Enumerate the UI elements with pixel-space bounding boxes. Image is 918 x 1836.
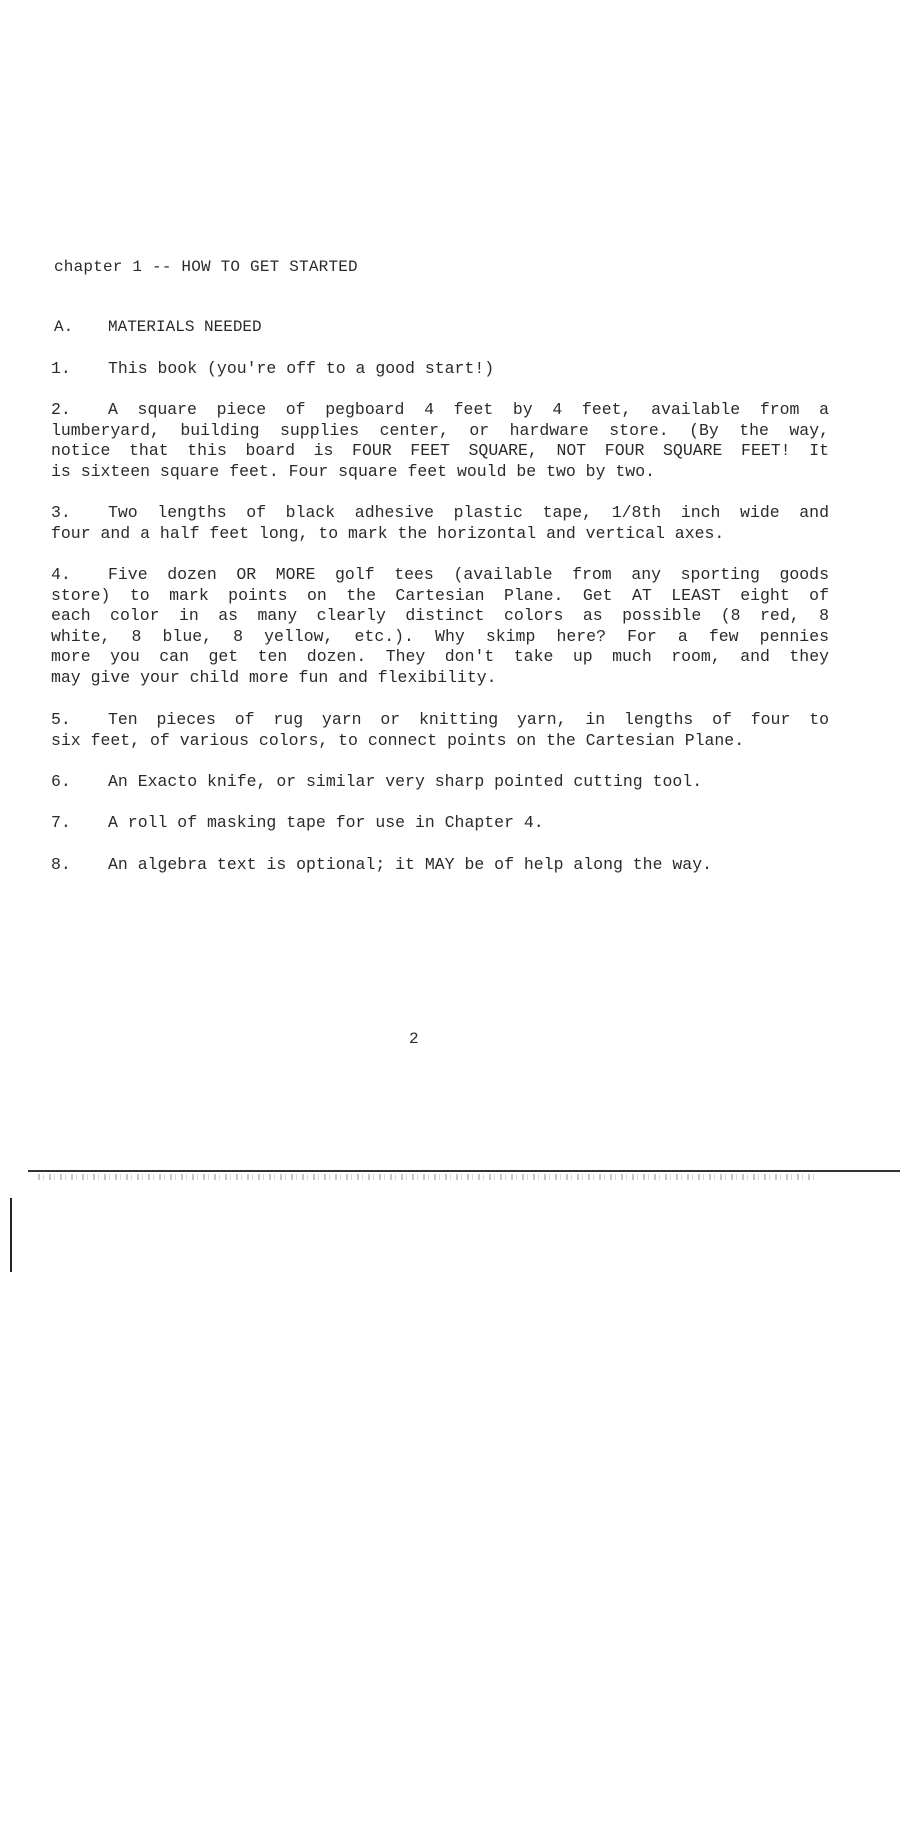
page-number: 2 <box>409 1030 419 1048</box>
list-item-line: four and a half feet long, to mark the horizontal and vertical axes. <box>51 523 725 543</box>
list-item-line: more you can get ten dozen. They don't take up much room, and they <box>51 647 829 666</box>
section-label: MATERIALS NEEDED <box>108 318 262 336</box>
list-item-text: An Exacto knife, or similar very sharp pointed cutting tool. <box>108 772 703 791</box>
list-item-line <box>51 855 829 876</box>
list-item-line: six feet, of various colors, to connect points on the Cartesian Plane. <box>51 730 745 750</box>
list-item-text: An algebra text is optional; it MAY be of help along the way. <box>108 855 712 874</box>
list-item-number: 6. <box>51 772 71 791</box>
list-item-number: 4. <box>51 565 71 584</box>
list-item-text: Ten pieces of rug yarn or knitting yarn, in lengths of four to <box>108 710 829 729</box>
list-item-number: 2. <box>51 400 71 419</box>
list-item-number: 7. <box>51 813 71 832</box>
list-item <box>51 772 829 793</box>
list-item-line: white, 8 blue, 8 yellow, etc.). Why skimp here? For a few pennies <box>51 626 829 646</box>
list-item-line <box>51 772 829 793</box>
list-item <box>51 565 829 688</box>
list-item-line: notice that this board is FOUR FEET SQUARE, NOT FOUR SQUARE FEET! It <box>51 441 829 460</box>
list-item <box>51 813 829 834</box>
list-item-line <box>51 813 829 834</box>
list-item-line <box>51 503 829 524</box>
list-item-text: Five dozen OR MORE golf tees (available from any sporting goods <box>108 565 829 584</box>
list-item-line: each color in as many clearly distinct colors as possible (8 red, 8 <box>51 606 829 625</box>
list-item <box>51 400 829 482</box>
list-item-line: lumberyard, building supplies center, or hardware store. (By the way, <box>51 420 829 440</box>
list-item <box>51 710 829 751</box>
list-item-line <box>51 400 829 421</box>
list-item-number: 1. <box>51 359 71 378</box>
section-heading <box>54 318 262 336</box>
margin-mark <box>10 1198 12 1272</box>
list-item-text: This book (you're off to a good start!) <box>108 359 495 378</box>
list-item-line: is sixteen square feet. Four square feet would be two by two. <box>51 461 655 481</box>
section-number: A. <box>54 318 74 336</box>
list-item-line: store) to mark points on the Cartesian Plane. Get AT LEAST eight of <box>51 585 829 605</box>
list-item <box>51 855 829 876</box>
list-item-text: Two lengths of black adhesive plastic tape, 1/8th inch wide and <box>108 503 829 522</box>
list-item-number: 8. <box>51 855 71 874</box>
chapter-heading: chapter 1 -- HOW TO GET STARTED <box>54 258 358 276</box>
list-item-text: A square piece of pegboard 4 feet by 4 feet, available from a <box>108 400 829 419</box>
list-item-number: 3. <box>51 503 71 522</box>
bottom-rule <box>28 1170 900 1172</box>
list-item-line <box>51 710 829 731</box>
list-item <box>51 503 829 544</box>
list-item-line <box>51 565 829 586</box>
list-item <box>51 359 829 380</box>
list-item-line <box>51 359 829 380</box>
scan-noise <box>38 1174 818 1180</box>
list-item-line: may give your child more fun and flexibility. <box>51 667 497 687</box>
list-item-text: A roll of masking tape for use in Chapter 4. <box>108 813 544 832</box>
list-item-number: 5. <box>51 710 71 729</box>
